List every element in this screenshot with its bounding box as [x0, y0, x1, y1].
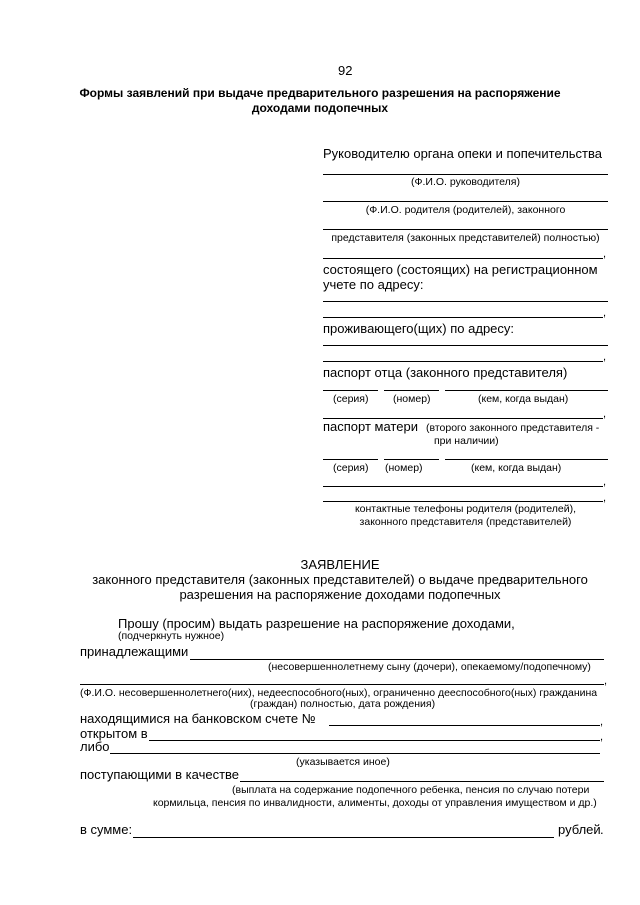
fio-parents-caption: (Ф.И.О. родителя (родителей), законного — [365, 204, 566, 216]
mother-extra-line — [323, 486, 603, 487]
reg-address-line1 — [323, 301, 608, 302]
belonging-line — [190, 659, 604, 660]
mother-series-line — [323, 459, 378, 460]
addressee-to: Руководителю органа опеки и попечительства — [323, 146, 602, 161]
fio-minor-line — [80, 684, 604, 685]
fio-head-line — [323, 174, 608, 175]
comma-8: , — [600, 716, 604, 728]
contacts-line — [323, 501, 603, 502]
fio-parents-line — [323, 201, 608, 202]
bank-account-label: находящимися на банковском счете № — [80, 711, 316, 726]
father-issued-line — [445, 390, 608, 391]
second-rep-line2: при наличии) — [434, 435, 499, 447]
period: . — [600, 822, 604, 837]
comma-4: , — [603, 408, 607, 420]
fio-head-caption: (Ф.И.О. руководителя) — [411, 176, 520, 188]
comma-1: , — [603, 248, 607, 260]
other-caption: (указывается иное) — [296, 756, 390, 768]
second-rep-line1: (второго законного представителя - — [426, 422, 600, 434]
fio-parents-line3 — [323, 258, 603, 259]
statement-subtitle1: законного представителя (законных представителей) о выдаче предварительного — [92, 572, 588, 587]
other-line — [110, 753, 600, 754]
passport-mother: паспорт матери — [323, 419, 418, 434]
heading-line2: доходами подопечных — [251, 101, 389, 115]
payments-caption2: кормильца, пенсия по инвалидности, алименты, доходы от управления имуществом и др.) — [153, 797, 597, 809]
request-text: Прошу (просим) выдать разрешение на распоряжение доходами, — [118, 616, 515, 631]
father-number-caption: (номер) — [393, 393, 431, 405]
mother-issued-line — [445, 459, 608, 460]
father-series-line — [323, 390, 378, 391]
underline-hint: (подчеркнуть нужное) — [118, 630, 225, 642]
comma-5: , — [603, 476, 607, 488]
fio-parents-line2 — [323, 229, 608, 230]
comma-2: , — [603, 307, 607, 319]
father-number-line — [384, 390, 439, 391]
mother-number-line — [384, 459, 439, 460]
minor-caption: (несовершеннолетнему сыну (дочери), опекаемому/подопечному) — [268, 661, 591, 673]
fio-parents-caption2: представителя (законных представителей) полностью) — [331, 232, 600, 244]
contacts-caption1: контактные телефоны родителя (родителей), — [354, 503, 577, 515]
registered-line1: состоящего (состоящих) на регистрационном — [323, 262, 598, 277]
statement-title: ЗАЯВЛЕНИЕ — [300, 557, 380, 572]
amount-line — [133, 837, 554, 838]
mother-series-caption: (серия) — [333, 462, 369, 474]
amount-label: в сумме: — [80, 822, 133, 837]
living-at: проживающего(щих) по адресу: — [323, 321, 515, 336]
live-address-line1 — [323, 345, 608, 346]
bank-account-line — [329, 725, 600, 726]
comma-3: , — [603, 351, 607, 363]
reg-address-line2 — [323, 317, 603, 318]
live-address-line2 — [323, 361, 603, 362]
comma-7: , — [604, 675, 608, 687]
payments-caption1: (выплата на содержание подопечного ребенка, пенсия по случаю потери — [232, 784, 590, 796]
passport-father: паспорт отца (законного представителя) — [323, 365, 568, 380]
mother-number-caption: (номер) — [385, 462, 423, 474]
contacts-caption2: законного представителя (представителей) — [359, 516, 572, 528]
registered-line2: учете по адресу: — [323, 277, 424, 292]
mother-issued-caption: (кем, когда выдан) — [471, 462, 562, 474]
statement-subtitle2: разрешения на распоряжение доходами подопечных — [179, 587, 501, 602]
received-as-line — [240, 781, 604, 782]
opened-in-label: открытом в — [80, 726, 148, 741]
fio-minor-caption2: (граждан) полностью, дата рождения) — [250, 698, 436, 710]
father-series-caption: (серия) — [333, 393, 369, 405]
received-as-label: поступающими в качестве — [80, 767, 240, 782]
rubles-label: рублей — [558, 822, 601, 837]
belonging-label: принадлежащими — [80, 644, 189, 659]
father-issued-caption: (кем, когда выдан) — [478, 393, 569, 405]
heading-line1: Формы заявлений при выдаче предварительного разрешения на распоряжение — [79, 86, 561, 100]
opened-in-line — [149, 740, 600, 741]
comma-6: , — [603, 492, 607, 504]
page-number: 92 — [338, 63, 353, 78]
comma-9: , — [600, 731, 604, 743]
fio-minor-caption1: (Ф.И.О. несовершеннолетнего(них), недееспособного(ных), ограниченно дееспособного(ных) гражданина — [80, 687, 598, 699]
or-label: либо — [80, 739, 110, 754]
